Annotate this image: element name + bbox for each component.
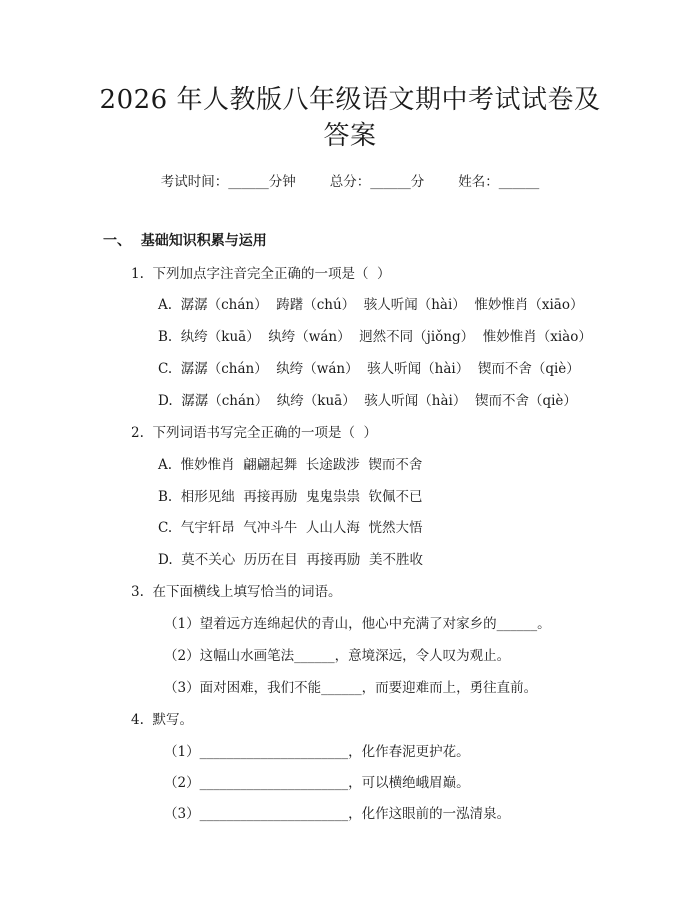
exam-info (0, 170, 700, 190)
section-heading: 一、 基础知识积累与运用 (103, 233, 267, 249)
q2-option-b: B. 相形见绌 再接再励 鬼鬼祟祟 钦佩不已 (158, 489, 423, 505)
q2-option-a: A. 惟妙惟肖 翩翩起舞 长途跋涉 锲而不舍 (158, 457, 423, 473)
question-1: 1. 下列加点字注音完全正确的一项是（ ） (131, 266, 391, 282)
q3-item-1: （1）望着远方连绵起伏的青山，他心中充满了对家乡的______。 (164, 616, 551, 632)
q4-item-1: （1）______________________，化作春泥更护花。 (164, 744, 470, 760)
q1-option-a: A. 潺潺（chán） 踌躇（chú） 骇人听闻（hài） 惟妙惟肖（xiāo） (158, 297, 584, 313)
q3-item-3: （3）面对困难，我们不能______，而要迎难而上，勇往直前。 (164, 680, 538, 696)
q1-option-d: D. 潺潺（chán） 纨绔（kuā） 骇人听闻（hài） 锲而不舍（qiè） (158, 393, 577, 409)
q3-item-2: （2）这幅山水画笔法______，意境深远，令人叹为观止。 (164, 648, 511, 664)
q1-option-b: B. 纨绔（kuā） 纨绔（wán） 迥然不同（jiǒng） 惟妙惟肖（xiào） (158, 329, 592, 345)
exam-time: 考试时间：______分钟 (160, 174, 296, 190)
student-name: 姓名：______ (458, 174, 540, 190)
q2-option-d: D. 莫不关心 历历在目 再接再励 美不胜收 (158, 552, 423, 568)
page-title: 2026 年人教版八年级语文期中考试试卷及答案 (99, 85, 601, 151)
total-score: 总分：______分 (329, 174, 425, 190)
question-2: 2. 下列词语书写完全正确的一项是（ ） (131, 425, 378, 441)
question-3: 3. 在下面横线上填写恰当的词语。 (131, 584, 342, 600)
q4-item-2: （2）______________________，可以横绝峨眉巅。 (164, 775, 470, 791)
q4-item-3: （3）______________________，化作这眼前的一泓清泉。 (164, 806, 511, 822)
q1-option-c: C. 潺潺（chán） 纨绔（wán） 骇人听闻（hài） 锲而不舍（qiè） (158, 361, 580, 377)
question-4: 4. 默写。 (131, 712, 193, 728)
q2-option-c: C. 气宇轩昂 气冲斗牛 人山人海 恍然大悟 (158, 520, 423, 536)
